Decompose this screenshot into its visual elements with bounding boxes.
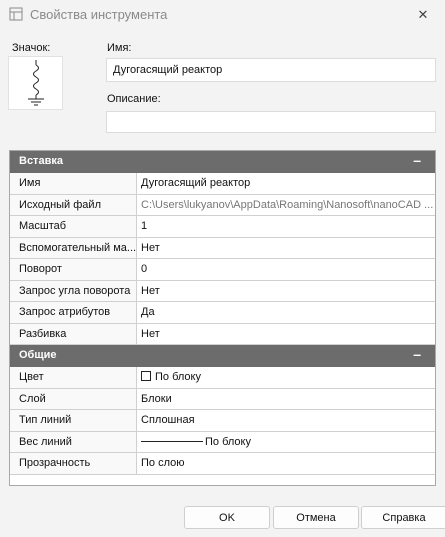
section-title: Общие: [19, 349, 57, 361]
collapse-icon[interactable]: –: [413, 346, 421, 362]
name-label: Имя:: [107, 42, 132, 54]
property-value[interactable]: [137, 432, 435, 453]
property-key: Слой: [10, 389, 137, 410]
property-value[interactable]: Нет: [141, 241, 160, 254]
property-value[interactable]: По слою: [141, 457, 185, 469]
property-row[interactable]: [10, 432, 435, 454]
property-value[interactable]: [137, 367, 435, 388]
property-row[interactable]: [10, 453, 435, 475]
description-input[interactable]: [106, 111, 436, 133]
window-title: Свойства инструмента: [30, 7, 168, 22]
property-row[interactable]: [10, 173, 435, 195]
property-grid: [9, 150, 436, 486]
property-key: Разбивка: [10, 324, 137, 345]
property-value[interactable]: Сплошная: [141, 414, 195, 426]
section-general-header[interactable]: [10, 345, 435, 367]
property-key: Прозрачность: [10, 453, 137, 474]
property-row[interactable]: [10, 195, 435, 217]
property-value[interactable]: 1: [141, 220, 148, 232]
color-swatch-icon: [141, 371, 151, 381]
property-key: Запрос атрибутов: [10, 302, 137, 323]
property-row[interactable]: [10, 302, 435, 324]
reactor-symbol-icon: [9, 57, 62, 109]
property-row[interactable]: [10, 389, 435, 411]
property-value[interactable]: Дугогасящий реактор: [141, 177, 251, 189]
icon-preview[interactable]: [8, 56, 63, 110]
property-row[interactable]: [10, 216, 435, 238]
property-key: Запрос угла поворота: [10, 281, 137, 302]
section-insert-header[interactable]: [10, 151, 435, 173]
property-value: C:\Users\lukyanov\AppData\Roaming\Nanosoft\nanoCAD ...: [141, 198, 434, 211]
icon-label: Значок:: [12, 42, 51, 54]
collapse-icon[interactable]: –: [413, 152, 421, 168]
tool-palette-icon: [9, 7, 23, 21]
property-key: Имя: [10, 173, 137, 194]
ok-button[interactable]: OK: [184, 506, 270, 529]
property-key: Вспомогательный ма...: [10, 238, 137, 259]
property-key: Масштаб: [10, 216, 137, 237]
color-value-text: По блоку: [155, 371, 201, 383]
close-button[interactable]: [401, 0, 445, 30]
title-bar: [0, 0, 445, 30]
property-row[interactable]: [10, 367, 435, 389]
property-row[interactable]: [10, 259, 435, 281]
description-label: Описание:: [107, 93, 161, 105]
property-row[interactable]: [10, 238, 435, 260]
help-button[interactable]: Справка: [361, 506, 445, 529]
property-value[interactable]: Да: [141, 306, 155, 318]
property-key: Цвет: [10, 367, 137, 388]
property-key: Вес линий: [10, 432, 137, 453]
name-input[interactable]: Дугогасящий реактор: [106, 58, 436, 82]
section-title: Вставка: [19, 155, 63, 167]
property-value[interactable]: Нет: [141, 327, 160, 340]
property-row[interactable]: [10, 410, 435, 432]
property-value[interactable]: Нет: [141, 284, 160, 297]
lineweight-preview-icon: [141, 441, 203, 442]
lineweight-value-text: По блоку: [205, 435, 251, 448]
property-value[interactable]: 0: [141, 263, 148, 275]
property-key: Тип линий: [10, 410, 137, 431]
property-row[interactable]: [10, 281, 435, 303]
property-row[interactable]: [10, 324, 435, 346]
property-key: Исходный файл: [10, 195, 137, 216]
property-key: Поворот: [10, 259, 137, 280]
property-value[interactable]: Блоки: [141, 392, 172, 405]
cancel-button[interactable]: Отмена: [273, 506, 359, 529]
close-icon: ✕: [417, 7, 429, 22]
